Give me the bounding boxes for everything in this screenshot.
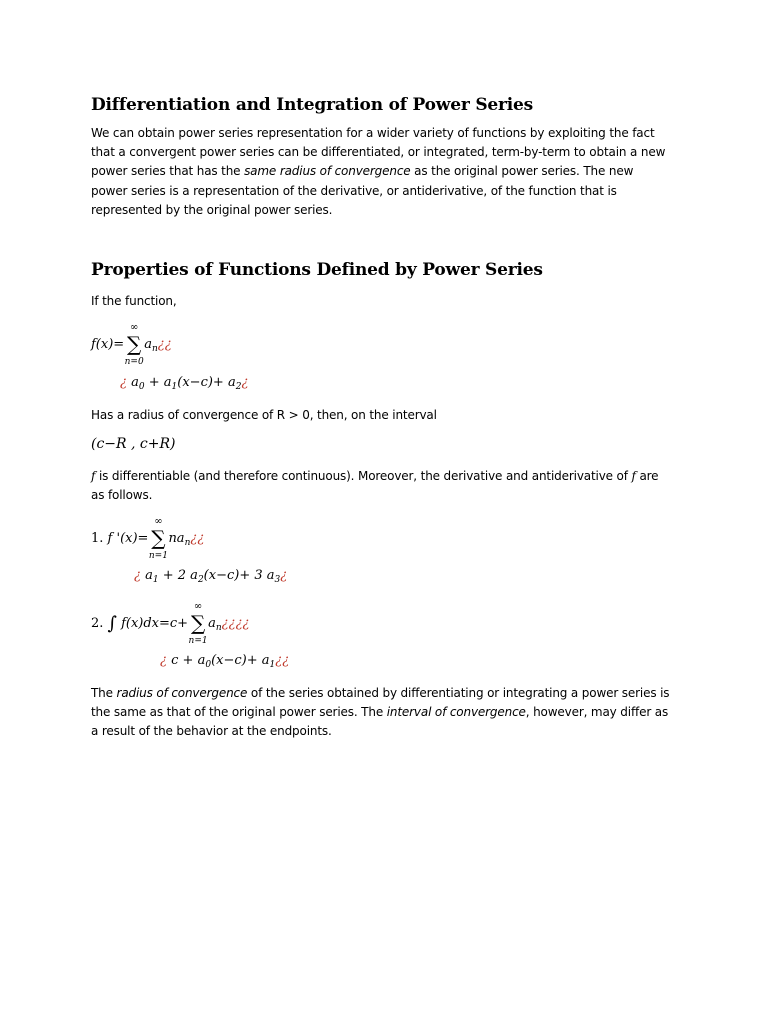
sum-lower-limit: n=1 xyxy=(188,636,208,646)
eq2b-x-sub: 3 xyxy=(274,575,281,585)
closing-emphasis-2: interval of convergence xyxy=(386,705,526,720)
eq2b-a-sub: 1 xyxy=(152,575,159,585)
sum-upper-limit: ∞ xyxy=(154,516,163,527)
render-artifact: ¿¿ xyxy=(190,531,205,546)
eq2b-mid: + 2 a xyxy=(158,568,198,583)
f-symbol: f xyxy=(91,469,96,483)
eq3b-x-sub: 1 xyxy=(269,660,276,670)
eq1b-x: (x−c)+ a xyxy=(177,375,236,390)
summation-symbol: ∑ ∞ n=0 xyxy=(124,332,144,356)
equation-antiderivative xyxy=(91,601,250,646)
differentiable-end: are as follows. xyxy=(91,469,659,503)
render-artifact: ¿ xyxy=(120,375,127,390)
eq3-label: 2. xyxy=(91,616,108,631)
sum-lower-limit: n=1 xyxy=(148,551,168,561)
intro-paragraph xyxy=(91,124,671,220)
eq1b-a0-sub: 0 xyxy=(138,382,145,392)
eq1-term-sub: n xyxy=(151,344,158,354)
eq2b-x: (x−c)+ 3 a xyxy=(203,568,275,583)
eq3b-c: c + a xyxy=(171,653,206,668)
eq2b-mid-sub: 2 xyxy=(197,575,204,585)
eq1b-mid: + a xyxy=(144,375,172,390)
eq3-lhs: f(x)dx=c+ xyxy=(116,616,189,631)
differentiable-text: is differentiable (and therefore continuous). Moreover, the derivative and antiderivative of xyxy=(95,469,632,483)
render-artifact: ¿ xyxy=(134,568,141,583)
f-symbol: f xyxy=(631,469,636,483)
eq1b-a0: a xyxy=(131,375,139,390)
equation-derivative xyxy=(91,516,205,561)
render-artifact: ¿ xyxy=(160,653,167,668)
eq2-lhs: f '(x)= xyxy=(107,531,149,546)
eq2-label: 1. xyxy=(91,531,108,546)
interval-expression: (c−R , c+R) xyxy=(91,436,176,452)
render-artifact: ¿ xyxy=(241,375,249,390)
eq1-lhs: f(x)= xyxy=(91,337,125,352)
eq2-term-sub: n xyxy=(184,538,191,548)
equation-power-series-expansion xyxy=(120,375,248,392)
equation-antiderivative-expansion xyxy=(160,653,289,670)
eq3b-x: (x−c)+ a xyxy=(211,653,270,668)
render-artifact: ¿ xyxy=(280,568,288,583)
eq2b-a: a xyxy=(145,568,153,583)
closing-text-1: The xyxy=(91,686,117,700)
eq1b-a1-sub: 1 xyxy=(171,382,178,392)
closing-paragraph xyxy=(91,684,671,742)
sum-upper-limit: ∞ xyxy=(193,601,203,612)
summation-symbol: ∑ ∞ n=1 xyxy=(148,526,168,550)
heading-differentiation-integration: Differentiation and Integration of Power Series xyxy=(91,95,534,115)
differentiable-paragraph xyxy=(91,467,671,505)
eq1b-a2-sub: 2 xyxy=(235,382,242,392)
eq2-term: na xyxy=(168,531,185,546)
closing-text-3: , however, may differ as a result of the behavior at the endpoints. xyxy=(91,705,669,739)
render-artifact: ¿¿ xyxy=(157,337,172,352)
equation-power-series-definition xyxy=(91,322,172,367)
equation-derivative-expansion xyxy=(134,568,287,585)
render-artifact: ¿¿¿¿ xyxy=(221,616,250,631)
intro-emphasis: same radius of convergence xyxy=(244,164,411,179)
if-function-text: If the function, xyxy=(91,294,177,308)
eq1-term: a xyxy=(144,337,152,352)
intro-text-b: as the original power series. The new power series is a representation of the derivative, or antiderivative, of the function that is represented by the original power series. xyxy=(91,164,634,217)
sum-lower-limit: n=0 xyxy=(124,357,144,367)
heading-properties: Properties of Functions Defined by Power Series xyxy=(91,260,543,280)
intro-text-a: We can obtain power series representation for a wider variety of functions by exploiting the fact that a convergent power series can be differentiated, or integrated, term-by-term to obtain a new power series that has the xyxy=(91,126,666,179)
integral-symbol: ∫ xyxy=(107,613,117,634)
sum-upper-limit: ∞ xyxy=(130,322,139,333)
eq3-term-sub: n xyxy=(215,623,222,633)
eq3-term: a xyxy=(208,616,216,631)
render-artifact: ¿¿ xyxy=(275,653,290,668)
eq3b-c-sub: 0 xyxy=(205,660,212,670)
closing-emphasis-1: radius of convergence xyxy=(116,686,248,700)
closing-text-2: of the series obtained by differentiating or integrating a power series is the same as that of the original power series. The xyxy=(91,686,670,720)
summation-symbol: ∑ ∞ n=1 xyxy=(188,611,208,635)
radius-text: Has a radius of convergence of R > 0, then, on the interval xyxy=(91,408,437,422)
